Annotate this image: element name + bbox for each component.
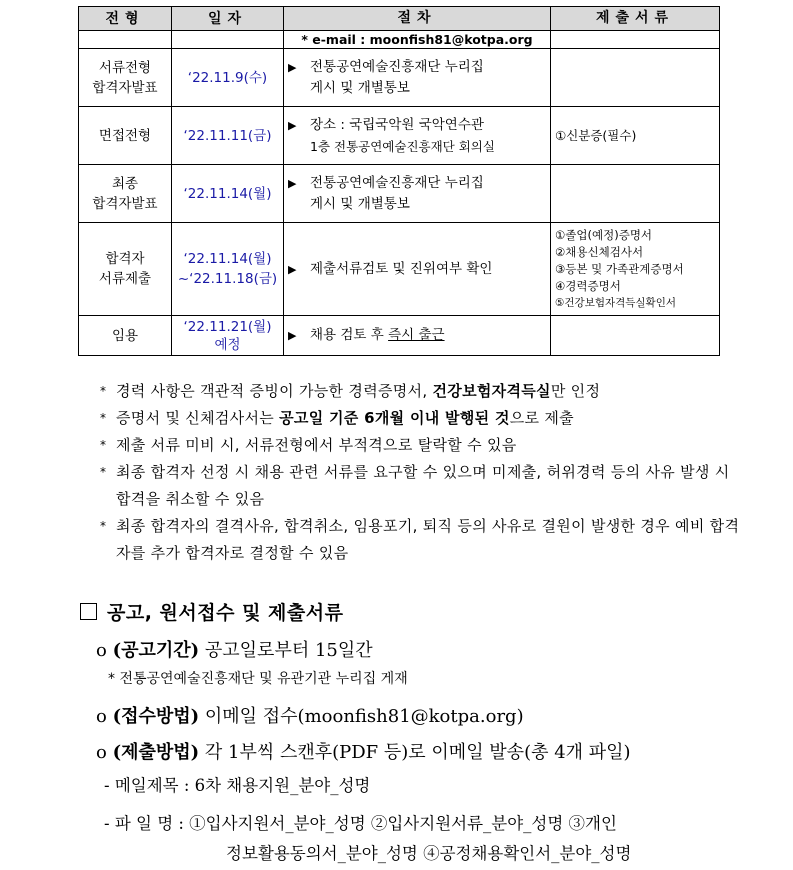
procedure-text: 채용 검토 후 [310,327,389,343]
note-item: * 증명서 및 신체검사서는 공고일 기준 6개월 이내 발행된 것으로 제출 [100,405,740,432]
header-procedure: 절차 [284,7,551,31]
email-note: * e-mail : moonfish81@kotpa.org [284,31,551,49]
asterisk-icon: * [100,519,106,533]
table-header-row [79,7,720,31]
submit-text: 각 1부씩 스캔후(PDF 등)로 이메일 발송(총 4개 파일) [199,742,631,763]
asterisk-icon: * [100,465,106,479]
submit-line: o (제출방법) 각 1부씩 스캔후(PDF 등)로 이메일 발송(총 4개 파일) [96,742,631,763]
table-row [79,165,720,223]
procedure-text: 제출서류검토 및 진위여부 확인 [310,260,493,277]
asterisk-icon: * [100,438,106,452]
period-note: * 전통공연예술진흥재단 및 유관기관 누리집 게재 [108,671,408,687]
period-label: (공고기간) [112,640,200,661]
header-docs: 제출서류 [551,7,720,31]
section-title-text: 공고, 원서접수 및 제출서류 [107,602,344,624]
table-row [79,49,720,107]
stage-label: 면접전형 [98,127,152,144]
doc-item: ③등본 및 가족관계증명서 [555,261,684,276]
receipt-text: 이메일 접수(moonfish81@kotpa.org) [199,706,524,727]
date-value: ‘22.11.9(수) [187,69,268,86]
stage-label: 합격자 [105,251,145,267]
note-item: * 최종 합격자의 결격사유, 합격취소, 임용포기, 퇴직 등의 사유로 결원이 발생한 경우 예비 합격자를 추가 합격자로 결정할 수 있음 [100,513,740,567]
date-value: 예정 [214,336,241,353]
note-item: * 최종 합격자 선정 시 채용 관련 서류를 요구할 수 있으며 미제출, 허위경력 등의 사유 발생 시 합격을 취소할 수 있음 [100,459,740,513]
procedure-text: 게시 및 개별통보 [310,195,410,212]
procedure-text: 전통공연예술진흥재단 누리집 [310,174,484,191]
doc-item: ④경력증명서 [555,278,621,293]
checkbox-square-icon [80,603,97,620]
date-value: ‘22.11.14(월) [183,251,272,267]
procedure-text: 1층 전통공연예술진흥재단 회의실 [310,138,495,154]
stage-label: 합격자발표 [92,195,158,212]
note-item: * 경력 사항은 객관적 증빙이 가능한 경력증명서, 건강보험자격득실만 인정 [100,378,740,405]
arrow-icon: ▶ [288,262,297,276]
stage-label: 임용 [111,327,139,344]
header-stage: 전형 [79,7,172,31]
doc-item: ①졸업(예정)증명서 [555,227,653,242]
mail-subject: - 메일제목 : 6차 채용지원_분야_성명 [104,776,371,795]
arrow-icon: ▶ [288,176,297,190]
date-value: ‘22.11.14(월) [183,185,272,202]
note-item: * 제출 서류 미비 시, 서류전형에서 부적격으로 탈락할 수 있음 [100,432,740,459]
period-text: 공고일로부터 15일간 [199,640,373,661]
procedure-text: 장소 : 국립국악원 국악연수관 [310,116,484,133]
table-row [79,316,720,356]
arrow-icon: ▶ [288,60,297,74]
procedure-underlined: 즉시 출근 [388,327,445,343]
period-line: o (공고기간) 공고일로부터 15일간 [96,640,373,661]
receipt-label: (접수방법) [112,706,200,727]
doc-item: ⑤건강보험자격득실확인서 [555,296,676,309]
procedure-text: 전통공연예술진흥재단 누리집 [310,58,484,75]
date-value: ‘22.11.11(금) [183,127,272,144]
date-value: ‘22.11.21(월) [183,318,272,335]
submit-label: (제출방법) [112,742,200,763]
table-row [79,107,720,165]
stage-label: 합격자발표 [92,79,158,96]
stage-label: 서류전형 [98,59,152,76]
table-row [79,223,720,316]
filename-line-1: - 파 일 명 : ①입사지원서_분야_성명 ②입사지원서류_분야_성명 ③개인 [104,814,617,833]
notes-list [100,378,740,567]
arrow-icon: ▶ [288,118,297,132]
email-row [79,31,720,49]
receipt-line: o (접수방법) 이메일 접수(moonfish81@kotpa.org) [96,706,524,727]
doc-item: ①신분증(필수) [555,128,637,143]
doc-item: ②채용신체검사서 [555,244,644,259]
asterisk-icon: * [100,411,106,425]
filename-line-2: 정보활용동의서_분야_성명 ④공정채용확인서_분야_성명 [226,844,632,863]
stage-label: 최종 [111,175,139,192]
header-date: 일자 [172,7,284,31]
arrow-icon: ▶ [288,329,297,342]
section-title [80,598,343,625]
date-value: ~‘22.11.18(금) [177,271,278,287]
stage-label: 서류제출 [98,271,152,287]
procedure-text: 게시 및 개별통보 [310,79,410,96]
asterisk-icon: * [100,384,106,398]
schedule-table [78,6,720,356]
